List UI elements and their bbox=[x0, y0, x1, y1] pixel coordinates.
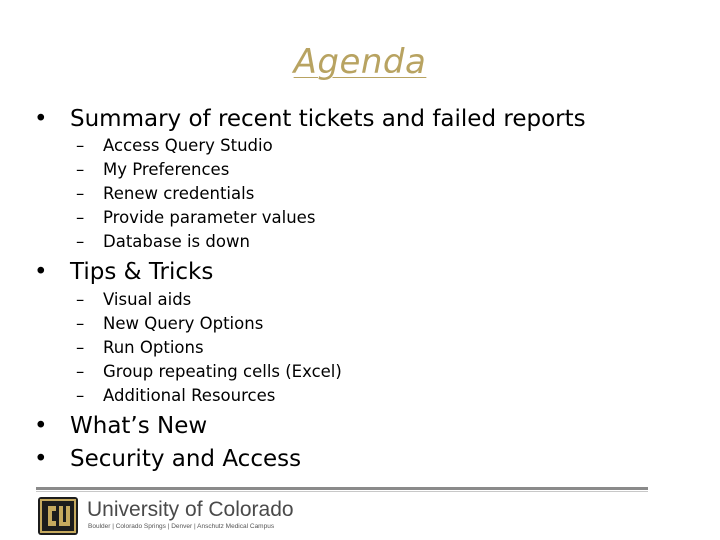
bullet-dot: • bbox=[34, 446, 48, 472]
sub-item-text: Access Query Studio bbox=[103, 136, 273, 155]
sub-item-text: Group repeating cells (Excel) bbox=[103, 362, 342, 381]
sub-item bbox=[76, 158, 229, 182]
dash: – bbox=[76, 232, 85, 251]
bullet-dot: • bbox=[34, 106, 48, 132]
sub-item-text: Run Options bbox=[103, 338, 204, 357]
university-campuses: Boulder | Colorado Springs | Denver | Anschutz Medical Campus bbox=[88, 523, 275, 530]
bullet-whats-new bbox=[34, 411, 207, 441]
sub-item bbox=[76, 336, 204, 360]
dash: – bbox=[76, 136, 85, 155]
sub-item-text: My Preferences bbox=[103, 160, 230, 179]
bullet-tips bbox=[34, 257, 213, 287]
sub-item-text: New Query Options bbox=[103, 314, 264, 333]
bullet-text: Tips & Tricks bbox=[70, 259, 214, 285]
bullet-dot: • bbox=[34, 259, 48, 285]
slide-title: Agenda bbox=[293, 42, 427, 82]
footer-divider bbox=[36, 487, 648, 490]
bullet-security bbox=[34, 444, 301, 474]
sub-item bbox=[76, 206, 315, 230]
sub-item bbox=[76, 384, 275, 408]
bullet-text: Security and Access bbox=[70, 446, 302, 472]
footer-divider-shadow bbox=[36, 491, 648, 492]
bullet-dot: • bbox=[34, 413, 48, 439]
dash: – bbox=[76, 160, 85, 179]
bullet-summary bbox=[34, 104, 586, 134]
sub-item-text: Additional Resources bbox=[103, 386, 276, 405]
sub-item bbox=[76, 182, 254, 206]
cu-logo-icon bbox=[38, 497, 78, 535]
sub-item bbox=[76, 230, 250, 254]
sub-item bbox=[76, 312, 263, 336]
university-name: University of Colorado bbox=[87, 498, 294, 521]
sub-item bbox=[76, 360, 342, 384]
sub-item-text: Provide parameter values bbox=[103, 208, 316, 227]
sub-item bbox=[76, 134, 273, 158]
sub-item-text: Visual aids bbox=[103, 290, 192, 309]
sub-item-text: Database is down bbox=[103, 232, 250, 251]
dash: – bbox=[76, 290, 85, 309]
dash: – bbox=[76, 362, 85, 381]
dash: – bbox=[76, 314, 85, 333]
bullet-text: What’s New bbox=[70, 413, 208, 439]
sub-item bbox=[76, 288, 191, 312]
bullet-text: Summary of recent tickets and failed reports bbox=[70, 106, 586, 132]
dash: – bbox=[76, 208, 85, 227]
dash: – bbox=[76, 338, 85, 357]
dash: – bbox=[76, 184, 85, 203]
sub-item-text: Renew credentials bbox=[103, 184, 255, 203]
dash: – bbox=[76, 386, 85, 405]
